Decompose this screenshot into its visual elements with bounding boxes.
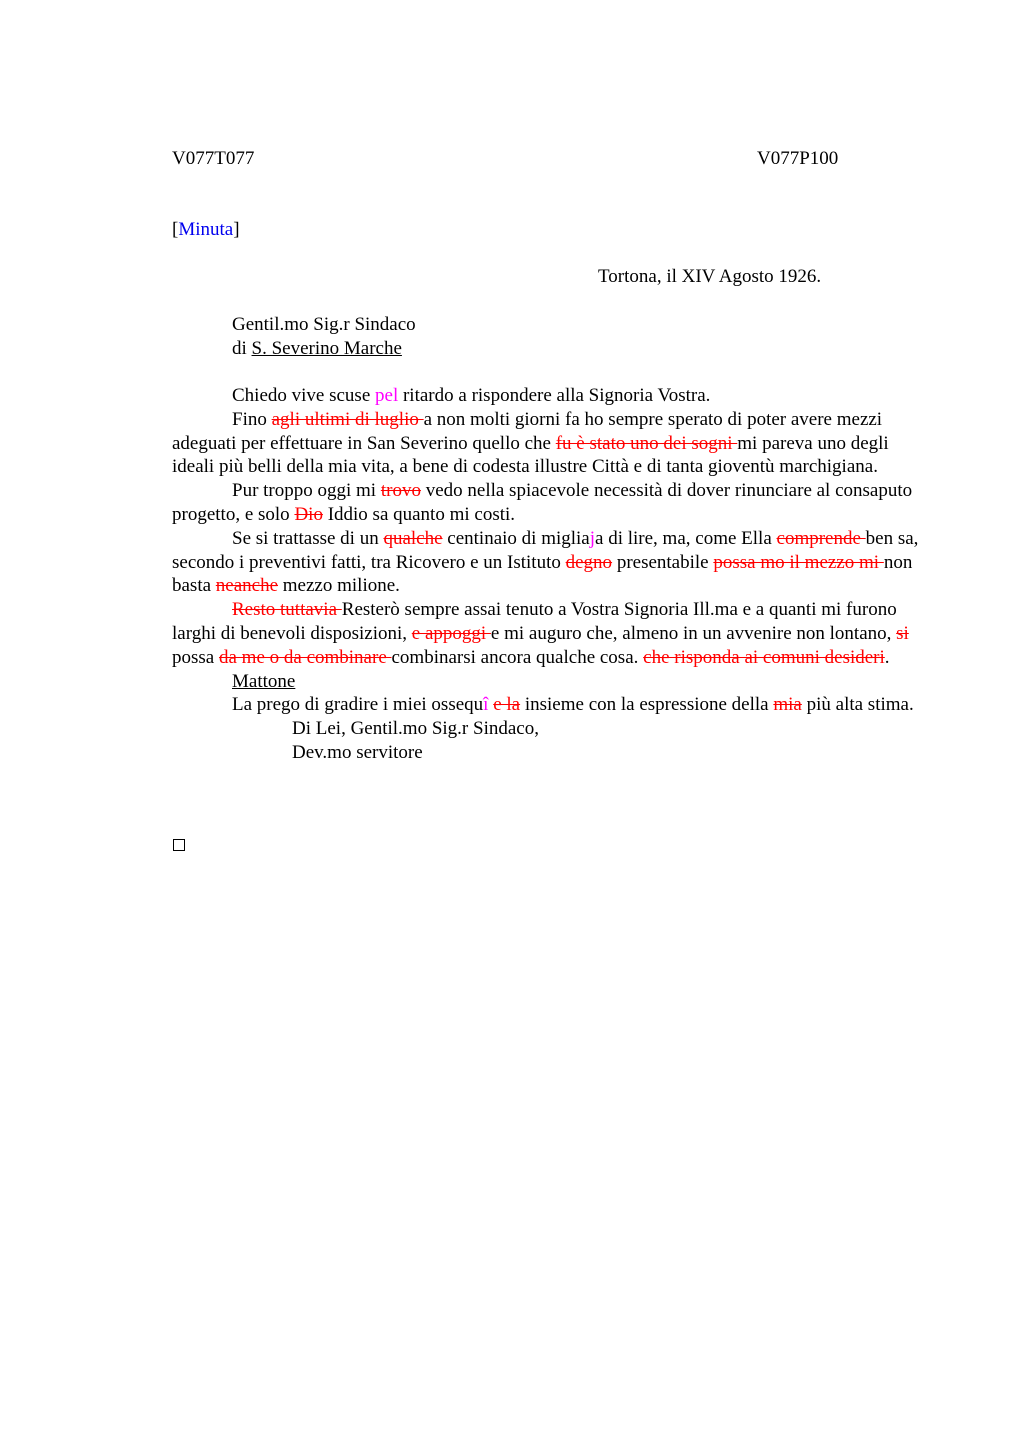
recipient-line-2-prefix: di [232,338,252,359]
text-segment: mezzo milione. [278,575,400,597]
inserted-text: î [483,694,489,716]
text-segment: non basta [172,551,913,597]
text-segment: centinaio di miglia [442,527,590,549]
recipient-address [232,313,416,361]
deleted-text: agli ultimi di luglio [271,408,424,430]
draft-label-open-bracket: [ [172,219,179,240]
text-segment: a non molti giorni fa ho sempre sperato di poter avere mezzi adeguati per effettuare in San Severino quello che [172,408,883,454]
text-segment: combinarsi ancora qualche cosa. [391,646,644,668]
deleted-text: neanche [215,575,279,597]
text-segment: ritardo a rispondere alla Signoria Vostra. [398,385,711,406]
deleted-text: trovo [380,480,421,502]
text-segment: presentabile [612,551,714,573]
recipient-line-1: Gentil.mo Sig.r Sindaco [232,314,416,335]
text-segment: Iddio sa quanto mi costi. [322,503,516,525]
inserted-text: pel [375,385,399,406]
paragraph-4 [172,527,924,598]
text-segment: . [884,646,890,668]
deleted-text: e la [493,694,521,716]
letter-body [172,384,924,765]
deleted-text: che risponda ai comuni desideri [643,646,885,668]
paragraph-3 [172,479,924,527]
deleted-text: Resto tuttavia [232,599,342,621]
text-segment: ben sa, secondo i preventivi fatti, tra Ricovero e un Istituto [172,527,919,573]
document-code-right: V077P100 [757,148,839,169]
text-segment: a di lire, ma, come Ella [595,527,777,549]
checkbox-icon [173,839,185,851]
text-segment: e mi auguro che, almeno in un avvenire non lontano, [490,622,897,644]
deleted-text: si [896,622,909,644]
paragraph-6 [172,670,924,694]
inserted-text: j [589,527,596,549]
text-segment: Pur troppo oggi mi [232,480,381,502]
paragraph-5 [172,598,924,669]
deleted-text: da me o da combinare [218,646,392,668]
closing-line-1: Di Lei, Gentil.mo Sig.r Sindaco, [292,718,539,740]
text-segment: Resterò sempre assai tenuto a Vostra Signoria Ill.ma e a quanti mi furono larghi di benevoli disposizioni, [172,599,897,644]
letter-date: Tortona, il XIV Agosto 1926. [598,266,822,287]
deleted-text: comprende [776,527,866,549]
closing-line-2: Dev.mo servitore [292,741,423,763]
deleted-text: Dio [294,503,323,525]
text-segment: Chiedo vive scuse [232,385,376,406]
deleted-text: degno [565,551,613,573]
deleted-text: possa mo il mezzo mi [713,551,884,573]
deleted-text: qualche [383,527,443,549]
document-code-left: V077T077 [172,148,255,169]
recipient-place: S. Severino Marche [251,338,402,359]
deleted-text: e appoggi [411,622,491,644]
underlined-text: Mattone [232,670,296,692]
text-segment: possa [172,646,219,668]
paragraph-1 [172,384,924,408]
text-segment: Fino [232,408,272,430]
deleted-text: mia [773,694,802,716]
recipient-line-2 [232,337,416,361]
draft-label-text: Minuta [178,219,234,240]
deleted-text: fu è stato uno dei sogni [555,432,738,454]
draft-label-close-bracket: ] [233,219,240,240]
text-segment: vedo nella spiacevole necessità di dover rinunciare al consaputo progetto, e solo [172,480,913,525]
paragraph-7 [172,693,924,717]
paragraph-2 [172,408,924,479]
text-segment: Se si trattasse di un [232,527,384,549]
text-segment: La prego di gradire i miei ossequ [232,694,484,716]
draft-label [172,218,240,242]
text-segment: insieme con la espressione della [520,694,774,716]
text-segment: più alta stima. [801,694,914,716]
text-segment: mi pareva uno degli ideali più belli della mia vita, a bene di codesta illustre Città e di tanta gioventù marchigiana. [172,432,889,478]
